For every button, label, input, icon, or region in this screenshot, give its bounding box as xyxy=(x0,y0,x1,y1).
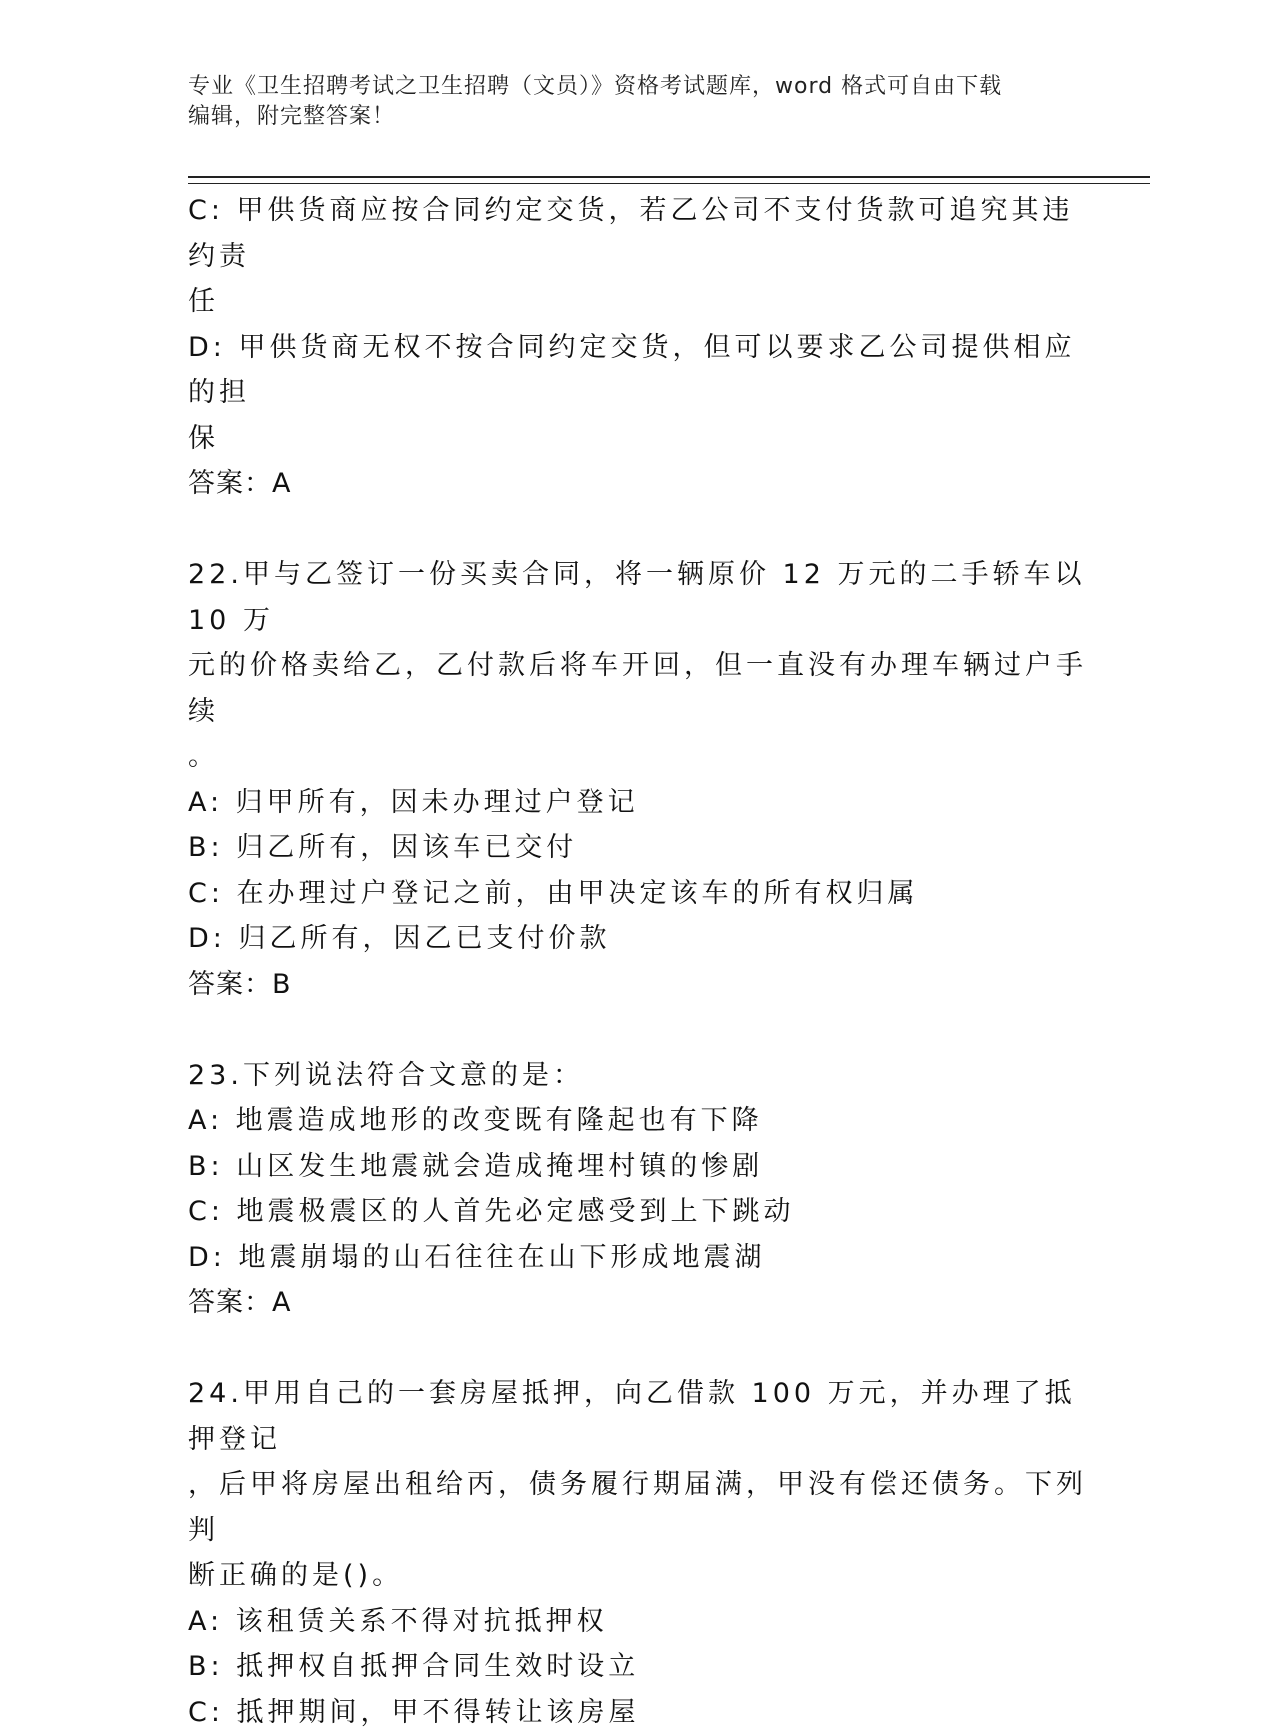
option-d: D: 甲供货商无权不按合同约定交货，但可以要求乙公司提供相应的担 xyxy=(188,325,1088,416)
option-a: A: 地震造成地形的改变既有隆起也有下降 xyxy=(188,1098,1088,1144)
option-b: B: 山区发生地震就会造成掩埋村镇的惨剧 xyxy=(188,1144,1088,1190)
option-d: D: 归乙所有，因乙已支付价款 xyxy=(188,916,1088,962)
question-22 xyxy=(188,552,1088,1007)
question-stem: 23.下列说法符合文意的是： xyxy=(188,1053,1088,1099)
question-stem-continued: 断正确的是()。 xyxy=(188,1553,1088,1599)
question-stem-continued: ，后甲将房屋出租给丙，债务履行期届满，甲没有偿还债务。下列判 xyxy=(188,1462,1088,1553)
question-21-tail xyxy=(188,188,1088,507)
answer: 答案：A xyxy=(188,1280,1088,1326)
question-24 xyxy=(188,1371,1088,1735)
question-stem-continued: 元的价格卖给乙，乙付款后将车开回，但一直没有办理车辆过户手续 xyxy=(188,643,1088,734)
header-line-2: 编辑，附完整答案！ xyxy=(188,102,1088,132)
option-b: B: 归乙所有，因该车已交付 xyxy=(188,825,1088,871)
option-c-continued: 任 xyxy=(188,279,1088,325)
spacer xyxy=(188,507,1088,553)
question-stem: 24.甲用自己的一套房屋抵押，向乙借款 100 万元，并办理了抵押登记 xyxy=(188,1371,1088,1462)
answer: 答案：B xyxy=(188,962,1088,1008)
header-line-1: 专业《卫生招聘考试之卫生招聘（文员）》资格考试题库，word 格式可自由下载 xyxy=(188,72,1088,102)
answer: 答案：A xyxy=(188,461,1088,507)
question-content xyxy=(188,188,1088,1735)
option-c: C: 地震极震区的人首先必定感受到上下跳动 xyxy=(188,1189,1088,1235)
option-b: B: 抵押权自抵押合同生效时设立 xyxy=(188,1644,1088,1690)
option-a: A: 该租赁关系不得对抗抵押权 xyxy=(188,1599,1088,1645)
option-a: A: 归甲所有，因未办理过户登记 xyxy=(188,780,1088,826)
header-divider-thin xyxy=(188,183,1150,184)
question-23 xyxy=(188,1053,1088,1326)
question-stem: 22.甲与乙签订一份买卖合同，将一辆原价 12 万元的二手轿车以 10 万 xyxy=(188,552,1088,643)
question-stem-continued: 。 xyxy=(188,734,1088,780)
option-c: C: 甲供货商应按合同约定交货，若乙公司不支付货款可追究其违约责 xyxy=(188,188,1088,279)
option-c: C: 抵押期间，甲不得转让该房屋 xyxy=(188,1690,1088,1735)
option-d-continued: 保 xyxy=(188,416,1088,462)
document-header xyxy=(188,72,1088,132)
spacer xyxy=(188,1007,1088,1053)
spacer xyxy=(188,1326,1088,1372)
option-d: D: 地震崩塌的山石往往在山下形成地震湖 xyxy=(188,1235,1088,1281)
header-divider-thick xyxy=(188,176,1150,178)
option-c: C: 在办理过户登记之前，由甲决定该车的所有权归属 xyxy=(188,871,1088,917)
